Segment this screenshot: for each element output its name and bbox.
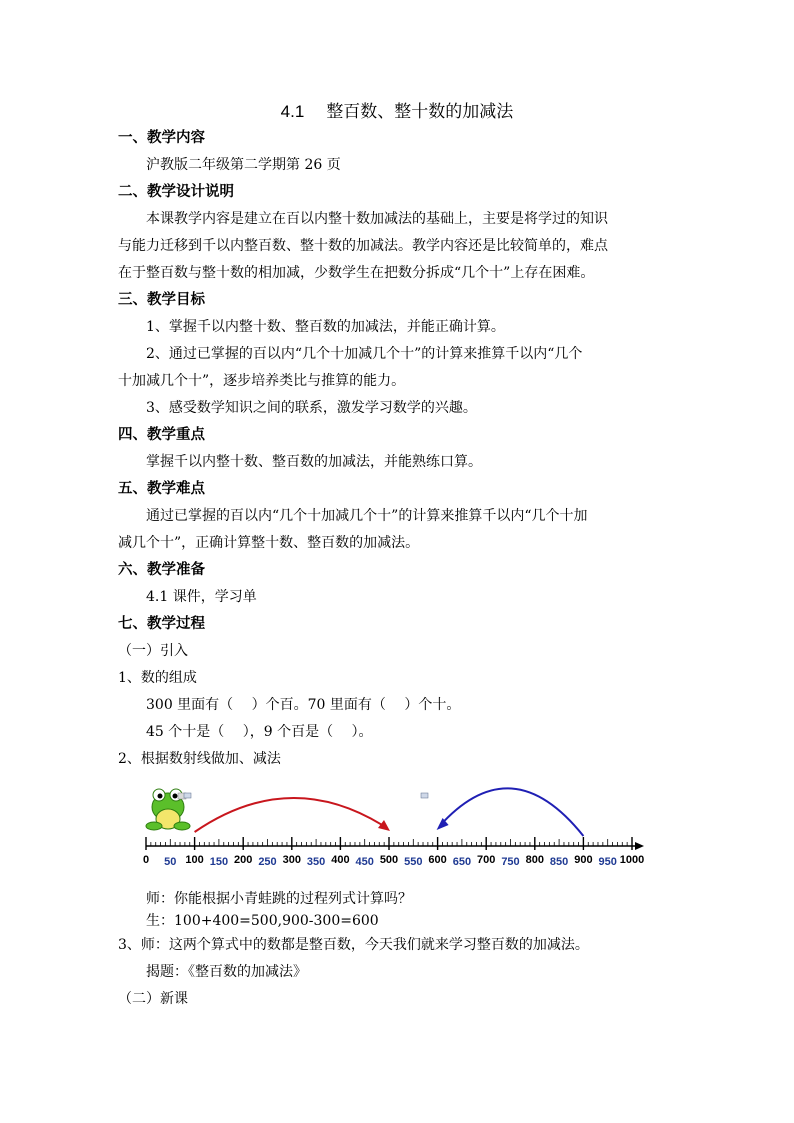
tick-label-fifty: 950: [598, 856, 617, 868]
question-2: 45 个十是（ ），9 个百是（ ）。: [146, 724, 373, 740]
tick-label-hundred: 0: [142, 854, 150, 866]
goal-line-3: 十加减几个十”，逐步培养类比与推算的能力。: [118, 373, 406, 389]
jump-arc-red: [195, 798, 387, 832]
tick-label-fifty: 450: [355, 856, 374, 868]
tick-label-hundred: 300: [282, 854, 301, 866]
tick-label-hundred: 600: [428, 854, 447, 866]
lesson-title: [0, 100, 794, 124]
tick-label-hundred: 400: [331, 854, 350, 866]
tick-label-hundred: 1000: [619, 854, 645, 866]
number-line-figure: [138, 783, 658, 883]
number-line-svg: [138, 783, 658, 883]
design-line-1: 本课教学内容是建立在百以内整十数加减法的基础上，主要是将学过的知识: [146, 211, 608, 227]
section-heading-design: 二、教学设计说明: [118, 184, 234, 200]
item-number-line: 2、根据数射线做加、减法: [118, 751, 281, 767]
difficulty-line-1: 通过已掌握的百以内“几个十加减几个十”的计算来推算千以内“几个十加: [146, 508, 588, 524]
section-heading-goals: 三、教学目标: [118, 292, 205, 308]
tick-marks: [146, 837, 632, 850]
tick-label-hundred: 100: [185, 854, 204, 866]
tick-label-fifty: 250: [258, 856, 277, 868]
arrowhead-red: [378, 820, 390, 831]
small-sound-icon-2: [421, 793, 428, 798]
tick-label-fifty: 150: [209, 856, 229, 868]
tick-labels: [143, 854, 644, 868]
frog-illustration: [146, 789, 190, 830]
section-content-text: 沪教版二年级第二学期第 26 页: [146, 157, 341, 173]
tick-label-fifty: 750: [501, 856, 520, 868]
item-teacher-summary: 3、师：这两个算式中的数都是整百数，今天我们就来学习整百数的加减法。: [118, 937, 589, 953]
item-number-composition: 1、数的组成: [118, 670, 197, 686]
preparation-text: 4.1 课件，学习单: [146, 589, 257, 605]
section-heading-key-points: 四、教学重点: [118, 427, 205, 443]
design-line-2: 与能力迁移到千以内整百数、整十数的加减法。教学内容还是比较简单的，难点: [118, 238, 608, 254]
tick-label-fifty: 350: [306, 856, 326, 868]
section-heading-content: 一、教学内容: [118, 130, 205, 146]
tick-label-hundred: 900: [574, 854, 593, 866]
tick-label-fifty: 850: [549, 856, 569, 868]
question-1: 300 里面有（ ）个百。70 里面有（ ）个十。: [146, 697, 461, 713]
key-points-text: 掌握千以内整十数、整百数的加减法，并能熟练口算。: [146, 454, 482, 470]
subsection-intro: （一）引入: [118, 643, 188, 659]
difficulty-line-2: 减几个十”，正确计算整十数、整百数的加减法。: [118, 535, 420, 551]
jump-arc-blue: [440, 788, 584, 836]
small-sound-icon: [184, 793, 191, 798]
student-answer: 生：100+400=500,900-300=600: [146, 913, 379, 929]
teacher-question: 师：你能根据小青蛙跳的过程列式计算吗？: [146, 891, 412, 907]
tick-label-hundred: 800: [525, 854, 544, 866]
tick-label-hundred: 500: [379, 854, 399, 866]
topic-reveal: 揭题：《整百数的加减法》: [146, 964, 307, 980]
tick-label-fifty: 650: [452, 856, 472, 868]
section-heading-difficulties: 五、教学难点: [118, 481, 205, 497]
tick-label-hundred: 200: [234, 854, 253, 866]
axis-arrowhead: [635, 842, 644, 850]
title-text: 整百数、整十数的加减法: [326, 102, 514, 122]
section-heading-preparation: 六、教学准备: [118, 562, 205, 578]
goal-line-1: 1、掌握千以内整十数、整百数的加减法，并能正确计算。: [146, 319, 505, 335]
tick-label-hundred: 700: [477, 854, 496, 866]
title-number: 4.1: [280, 102, 305, 121]
section-heading-process: 七、教学过程: [118, 616, 205, 632]
tick-label-fifty: 50: [164, 856, 177, 868]
goal-line-2: 2、通过已掌握的百以内“几个十加减几个十”的计算来推算千以内“几个: [146, 346, 583, 362]
tick-label-fifty: 550: [404, 856, 423, 868]
design-line-3: 在于整百数与整十数的相加减，少数学生在把数分拆成“几个十”上存在困难。: [118, 265, 595, 281]
subsection-new-lesson: （二）新课: [118, 991, 188, 1007]
goal-line-4: 3、感受数学知识之间的联系，激发学习数学的兴趣。: [146, 400, 477, 416]
